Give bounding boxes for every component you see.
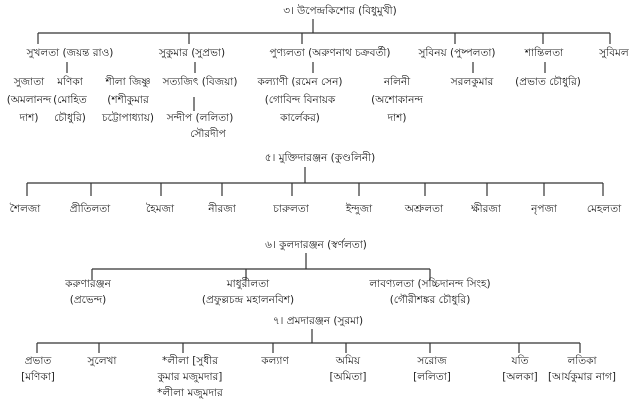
name: কল্যাণ	[261, 355, 289, 367]
child-latika	[548, 355, 616, 384]
spouse-line: [আর্যকুমার নাগ]	[547, 371, 617, 383]
child-subinay: সুবিনয় (পুষ্পলতা)	[418, 47, 496, 59]
great-grandchild-sandip: সন্দীপ (ললিতা)	[166, 112, 234, 124]
grandchild-satyajit: সত্যজিৎ (বিজয়া)	[162, 76, 238, 88]
spouse-line: চৌধুরি)	[54, 112, 86, 124]
spouse-line: দাশ)	[387, 112, 407, 124]
child-mehalata: মেহলতা	[586, 203, 622, 215]
shantilata-spouse: (প্রভাত চৌধুরি)	[515, 76, 581, 88]
child-madhurilata	[202, 278, 294, 307]
spouse-line: [অলকা]	[502, 371, 538, 383]
name: শীলা জিষ্ণু	[105, 76, 151, 88]
child-saroj	[413, 355, 451, 384]
spouse-line: (গৌরীশঙ্কর চৌধুরি)	[389, 294, 471, 306]
child-shailaja: শৈলজা	[9, 203, 41, 215]
name: লাবণ্যলতা (সচ্চিদানন্দ সিংহ)	[369, 278, 491, 290]
child-sukhalata: সুখলতা (জয়ন্ত রাও)	[26, 47, 114, 59]
name: করুণারঞ্জন	[65, 278, 111, 290]
child-lila	[157, 355, 223, 400]
child-haimaja: হৈমজা	[145, 203, 175, 215]
spouse-line: (অশোকানন্দ	[371, 94, 423, 106]
name: সুজাতা	[13, 76, 45, 88]
child-niraja: নীরজা	[208, 203, 236, 215]
name: মণিকা	[57, 76, 83, 88]
child-karunaranjan	[65, 278, 111, 307]
spouse-line: (প্রফুল্লচন্দ্র মহালনবিশ)	[201, 294, 295, 306]
child-kshiraja: ক্ষীরজা	[471, 203, 501, 215]
grandchild-shila	[102, 76, 154, 125]
section-6-title: ৬। কুলদারঞ্জন (স্বর্ণলতা)	[265, 239, 367, 251]
name: সুলেখা	[87, 355, 117, 367]
child-prabhat	[21, 355, 55, 384]
spouse-line: [ললিতা]	[413, 371, 451, 383]
child-labanyalata	[369, 278, 490, 307]
spouse-line: চট্টোপাধ্যায়)	[102, 112, 154, 124]
name: অমিয়	[335, 355, 361, 367]
spouse-line: (শশীকুমার	[107, 94, 149, 106]
grandchild-nalini	[371, 76, 423, 125]
grandchild-kalyani	[257, 76, 342, 125]
section-7-title: ৭। প্রমদারঞ্জন (সুরমা)	[272, 315, 364, 327]
child-jati	[502, 355, 538, 384]
spouse-line: (অমলানন্দ	[6, 94, 52, 106]
name: সরোজ	[417, 355, 447, 367]
spouse-line: (প্রভেন্দ)	[69, 294, 107, 306]
spouse-line: (মোহিত	[53, 94, 87, 106]
name: যতি	[511, 355, 529, 367]
name: প্রভাত	[24, 355, 52, 367]
spouse-line: কুমার মজুমদার]	[157, 371, 223, 383]
child-amiya	[329, 355, 366, 384]
child-kalyan	[261, 355, 289, 368]
section-3-title: ৩। উপেন্দ্রকিশোর (বিধুমুখী)	[283, 5, 397, 17]
child-sulekha	[88, 355, 117, 368]
name: মাধুরীলতা	[226, 278, 270, 290]
name: লতিকা	[567, 355, 597, 367]
spouse-line: [অমিতা]	[329, 371, 367, 383]
spouse-line: দাশ)	[19, 112, 39, 124]
name: কল্যাণী (রমেন সেন)	[257, 76, 343, 88]
spouse-line: [মণিকা]	[21, 371, 55, 383]
child-charulata: চারুলতা	[273, 203, 309, 215]
section-5-title: ৫। মুক্তিদারঞ্জন (কুণ্ডলিনী)	[264, 152, 376, 164]
grandchild-manika	[53, 76, 87, 125]
name: নলিনী	[383, 76, 411, 88]
spouse-line: (গোবিন্দ বিনায়ক	[264, 94, 336, 106]
spouse-line: কার্লেকর)	[280, 112, 320, 124]
grandchild-saralkumar: সরলকুমার	[450, 76, 494, 88]
child-nripaja: নৃপজা	[531, 203, 557, 215]
child-sukumar: সুকুমার (সুপ্রভা)	[158, 47, 226, 59]
great-great-grandchild-sourodip: সৌরদীপ	[190, 128, 226, 140]
child-shantilata: শান্তিলতা	[524, 47, 564, 59]
child-punyalata: পুণ্যলতা (অরুণনাথ চক্রবর্তী)	[269, 47, 391, 59]
child-subimal: সুবিমল	[599, 47, 629, 59]
note-line: *লীলা মজুমদার	[157, 387, 223, 399]
child-ashrulata: অশ্রুলতা	[404, 203, 444, 215]
child-pritilata: প্রীতিলতা	[69, 203, 111, 215]
child-induja: ইন্দুজা	[345, 203, 373, 215]
name: *লীলা [সুধীর	[162, 355, 218, 367]
grandchild-sujata	[7, 76, 52, 125]
